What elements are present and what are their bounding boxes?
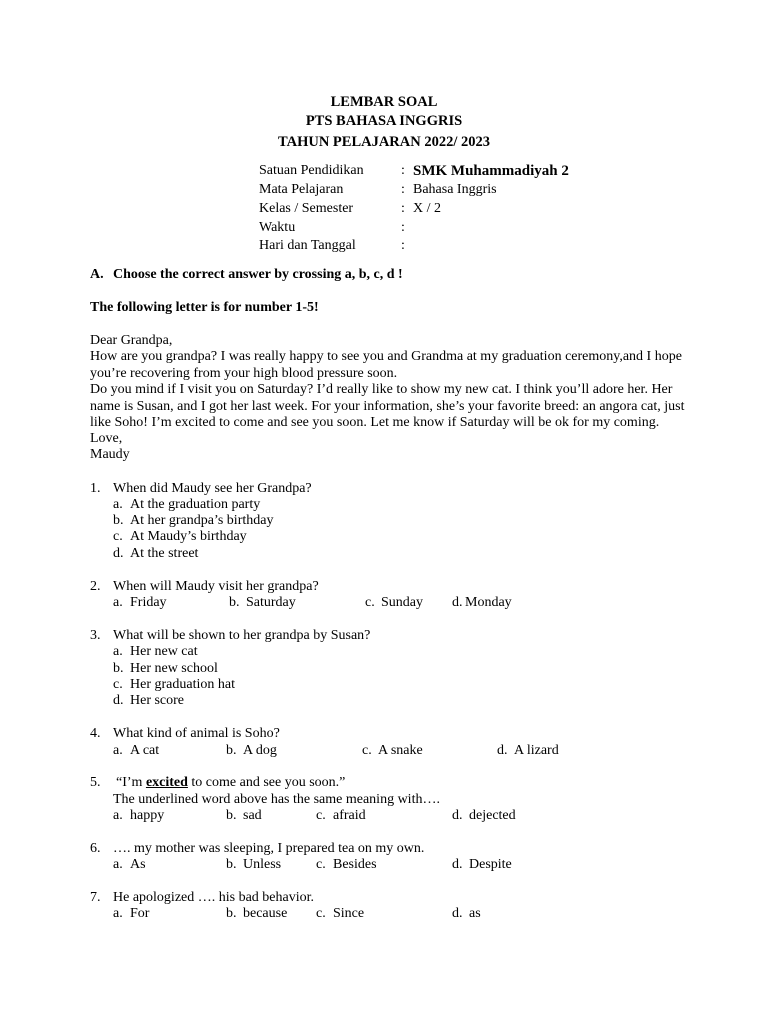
title-lembar-soal: LEMBAR SOAL [330,94,438,110]
underlined-word: excited [145,775,188,790]
letter-closing: Love, [90,431,123,446]
info-colon: : [401,220,405,235]
question-subtext: The underlined word above has the same meaning with…. [113,792,440,807]
option-letter: d. [113,546,124,561]
letter-intro: The following letter is for number 1-5! [90,300,319,315]
option-text: Her score [130,693,185,708]
option-text: A lizard [514,743,559,758]
question-number: 7. [90,890,101,905]
question-text: He apologized …. his bad behavior. [113,890,315,905]
option-text: because [243,906,288,921]
info-label-hari: Hari dan Tanggal [259,238,356,253]
option-letter: a. [113,497,123,512]
option-letter: b. [226,906,237,921]
info-value-mapel: Bahasa Inggris [413,182,497,197]
question-number: 4. [90,726,101,741]
option-letter: c. [316,906,326,921]
title-tahun: TAHUN PELAJARAN 2022/ 2023 [278,134,490,150]
option-text: Despite [469,857,512,872]
option-letter: b. [226,808,237,823]
question-text: When will Maudy visit her grandpa? [113,579,319,594]
info-label-mapel: Mata Pelajaran [259,182,344,197]
question-number: 3. [90,628,101,643]
question-text: What kind of animal is Soho? [113,726,280,741]
option-letter: c. [316,808,326,823]
question-number: 2. [90,579,101,594]
option-letter: b. [113,661,124,676]
option-text: Sunday [381,595,423,610]
question-text [116,775,345,792]
option-text: Her new cat [130,644,198,659]
question-text-post: to come and see you soon.” [187,775,346,790]
option-letter: c. [113,677,123,692]
letter-line: How are you grandpa? I was really happy to see you and Grandma at my graduation ceremony,and I hope [90,349,682,364]
option-text: At the graduation party [130,497,261,512]
option-text: At her grandpa’s birthday [130,513,274,528]
option-letter: d. [452,808,463,823]
option-letter: c. [316,857,326,872]
info-value-satuan: SMK Muhammadiyah 2 [413,163,569,179]
question-number: 6. [90,841,101,856]
option-text: At the street [130,546,199,561]
option-text: Saturday [246,595,296,610]
option-text: A snake [378,743,423,758]
option-text: Monday [465,595,512,610]
option-text: dejected [469,808,516,823]
info-value-kelas: X / 2 [413,201,441,216]
option-letter: a. [113,857,123,872]
letter-line: name is Susan, and I got her last week. For your information, she’s your favorite breed: an angora cat, just [90,399,685,414]
option-text: A cat [130,743,160,758]
section-instruction: Choose the correct answer by crossing a, b, c, d ! [113,267,403,282]
question-number: 5. [90,775,101,790]
option-letter: b. [226,857,237,872]
info-label-waktu: Waktu [259,220,296,235]
info-colon: : [401,238,405,253]
option-letter: c. [362,743,372,758]
question-text: What will be shown to her grandpa by Susan? [113,628,371,643]
letter-signature: Maudy [90,447,130,462]
option-text: Since [333,906,365,921]
option-text: As [130,857,146,872]
option-text: sad [243,808,262,823]
option-text: Besides [333,857,377,872]
info-colon: : [401,201,405,216]
option-letter: d. [452,595,463,610]
info-label-satuan: Satuan Pendidikan [259,163,364,178]
option-text: happy [130,808,165,823]
letter-line: like Soho! I’m excited to come and see you soon. Let me know if Saturday will be ok for my coming. [90,415,660,430]
option-text: Friday [130,595,167,610]
info-label-kelas: Kelas / Semester [259,201,354,216]
option-letter: b. [113,513,124,528]
option-letter: b. [226,743,237,758]
option-text: A dog [243,743,277,758]
option-text: as [469,906,481,921]
option-text: At Maudy’s birthday [130,529,247,544]
question-number: 1. [90,481,101,496]
question-text: When did Maudy see her Grandpa? [113,481,312,496]
option-letter: c. [113,529,123,544]
option-letter: a. [113,906,123,921]
letter-line: you’re recovering from your high blood pressure soon. [90,366,398,381]
title-pts: PTS BAHASA INGGRIS [305,113,463,129]
option-letter: a. [113,595,123,610]
option-text: Unless [243,857,282,872]
option-letter: d. [452,857,463,872]
question-text: …. my mother was sleeping, I prepared tea on my own. [113,841,425,856]
option-text: For [130,906,150,921]
letter-line: Do you mind if I visit you on Saturday? I’d really like to show my new cat. I think you’ll adore her. Her [90,382,673,397]
question-text-pre: “I’m [116,775,146,790]
option-letter: c. [365,595,375,610]
info-colon: : [401,163,405,178]
option-text: Her graduation hat [130,677,235,692]
option-letter: a. [113,808,123,823]
option-letter: b. [229,595,240,610]
option-letter: d. [113,693,124,708]
option-text: afraid [333,808,366,823]
letter-greeting: Dear Grandpa, [90,333,173,348]
info-colon: : [401,182,405,197]
option-letter: a. [113,743,123,758]
option-letter: a. [113,644,123,659]
option-letter: d. [497,743,508,758]
option-text: Her new school [130,661,218,676]
option-letter: d. [452,906,463,921]
section-letter: A. [90,267,104,282]
